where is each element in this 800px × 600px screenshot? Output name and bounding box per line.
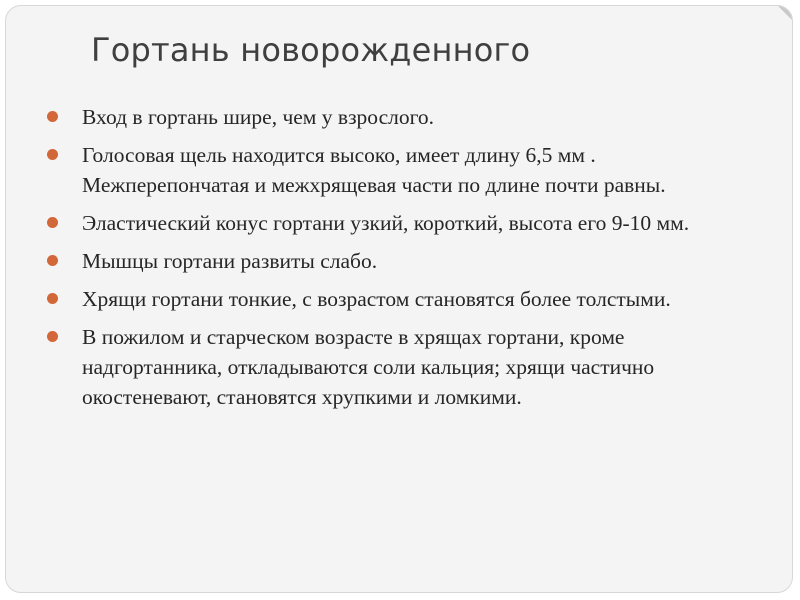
bullet-dot-icon bbox=[47, 255, 58, 266]
bullet-text: В пожилом и старческом возрасте в хрящах гортани, кроме надгортанника, откладываются соли кальция; хрящи частично окостеневают, становятся хрупкими и ломкими. bbox=[82, 325, 655, 409]
bullet-item bbox=[42, 322, 762, 412]
bullet-dot-icon bbox=[47, 293, 58, 304]
bullet-item bbox=[42, 208, 762, 238]
bullet-text: Голосовая щель находится высоко, имеет длину 6,5 мм . Межперепончатая и межхрящевая части по длине почти равны. bbox=[82, 143, 666, 197]
bullet-dot-icon bbox=[47, 111, 58, 122]
bullet-dot-icon bbox=[47, 149, 58, 160]
bullet-dot-icon bbox=[47, 331, 58, 342]
bullet-text: Вход в гортань шире, чем у взрослого. bbox=[82, 105, 435, 129]
slide bbox=[5, 5, 793, 593]
bullet-dot-icon bbox=[47, 217, 58, 228]
bullet-list bbox=[42, 102, 762, 420]
page-corner-fold bbox=[777, 5, 793, 21]
bullet-item bbox=[42, 284, 762, 314]
bullet-text: Хрящи гортани тонкие, с возрастом становятся более толстыми. bbox=[82, 287, 671, 311]
bullet-text: Эластический конус гортани узкий, короткий, высота его 9-10 мм. bbox=[82, 211, 690, 235]
bullet-item bbox=[42, 246, 762, 276]
bullet-item bbox=[42, 102, 762, 132]
slide-title: Гортань новорожденного bbox=[91, 31, 531, 69]
bullet-text: Мышцы гортани развиты слабо. bbox=[82, 249, 378, 273]
bullet-item bbox=[42, 140, 762, 200]
